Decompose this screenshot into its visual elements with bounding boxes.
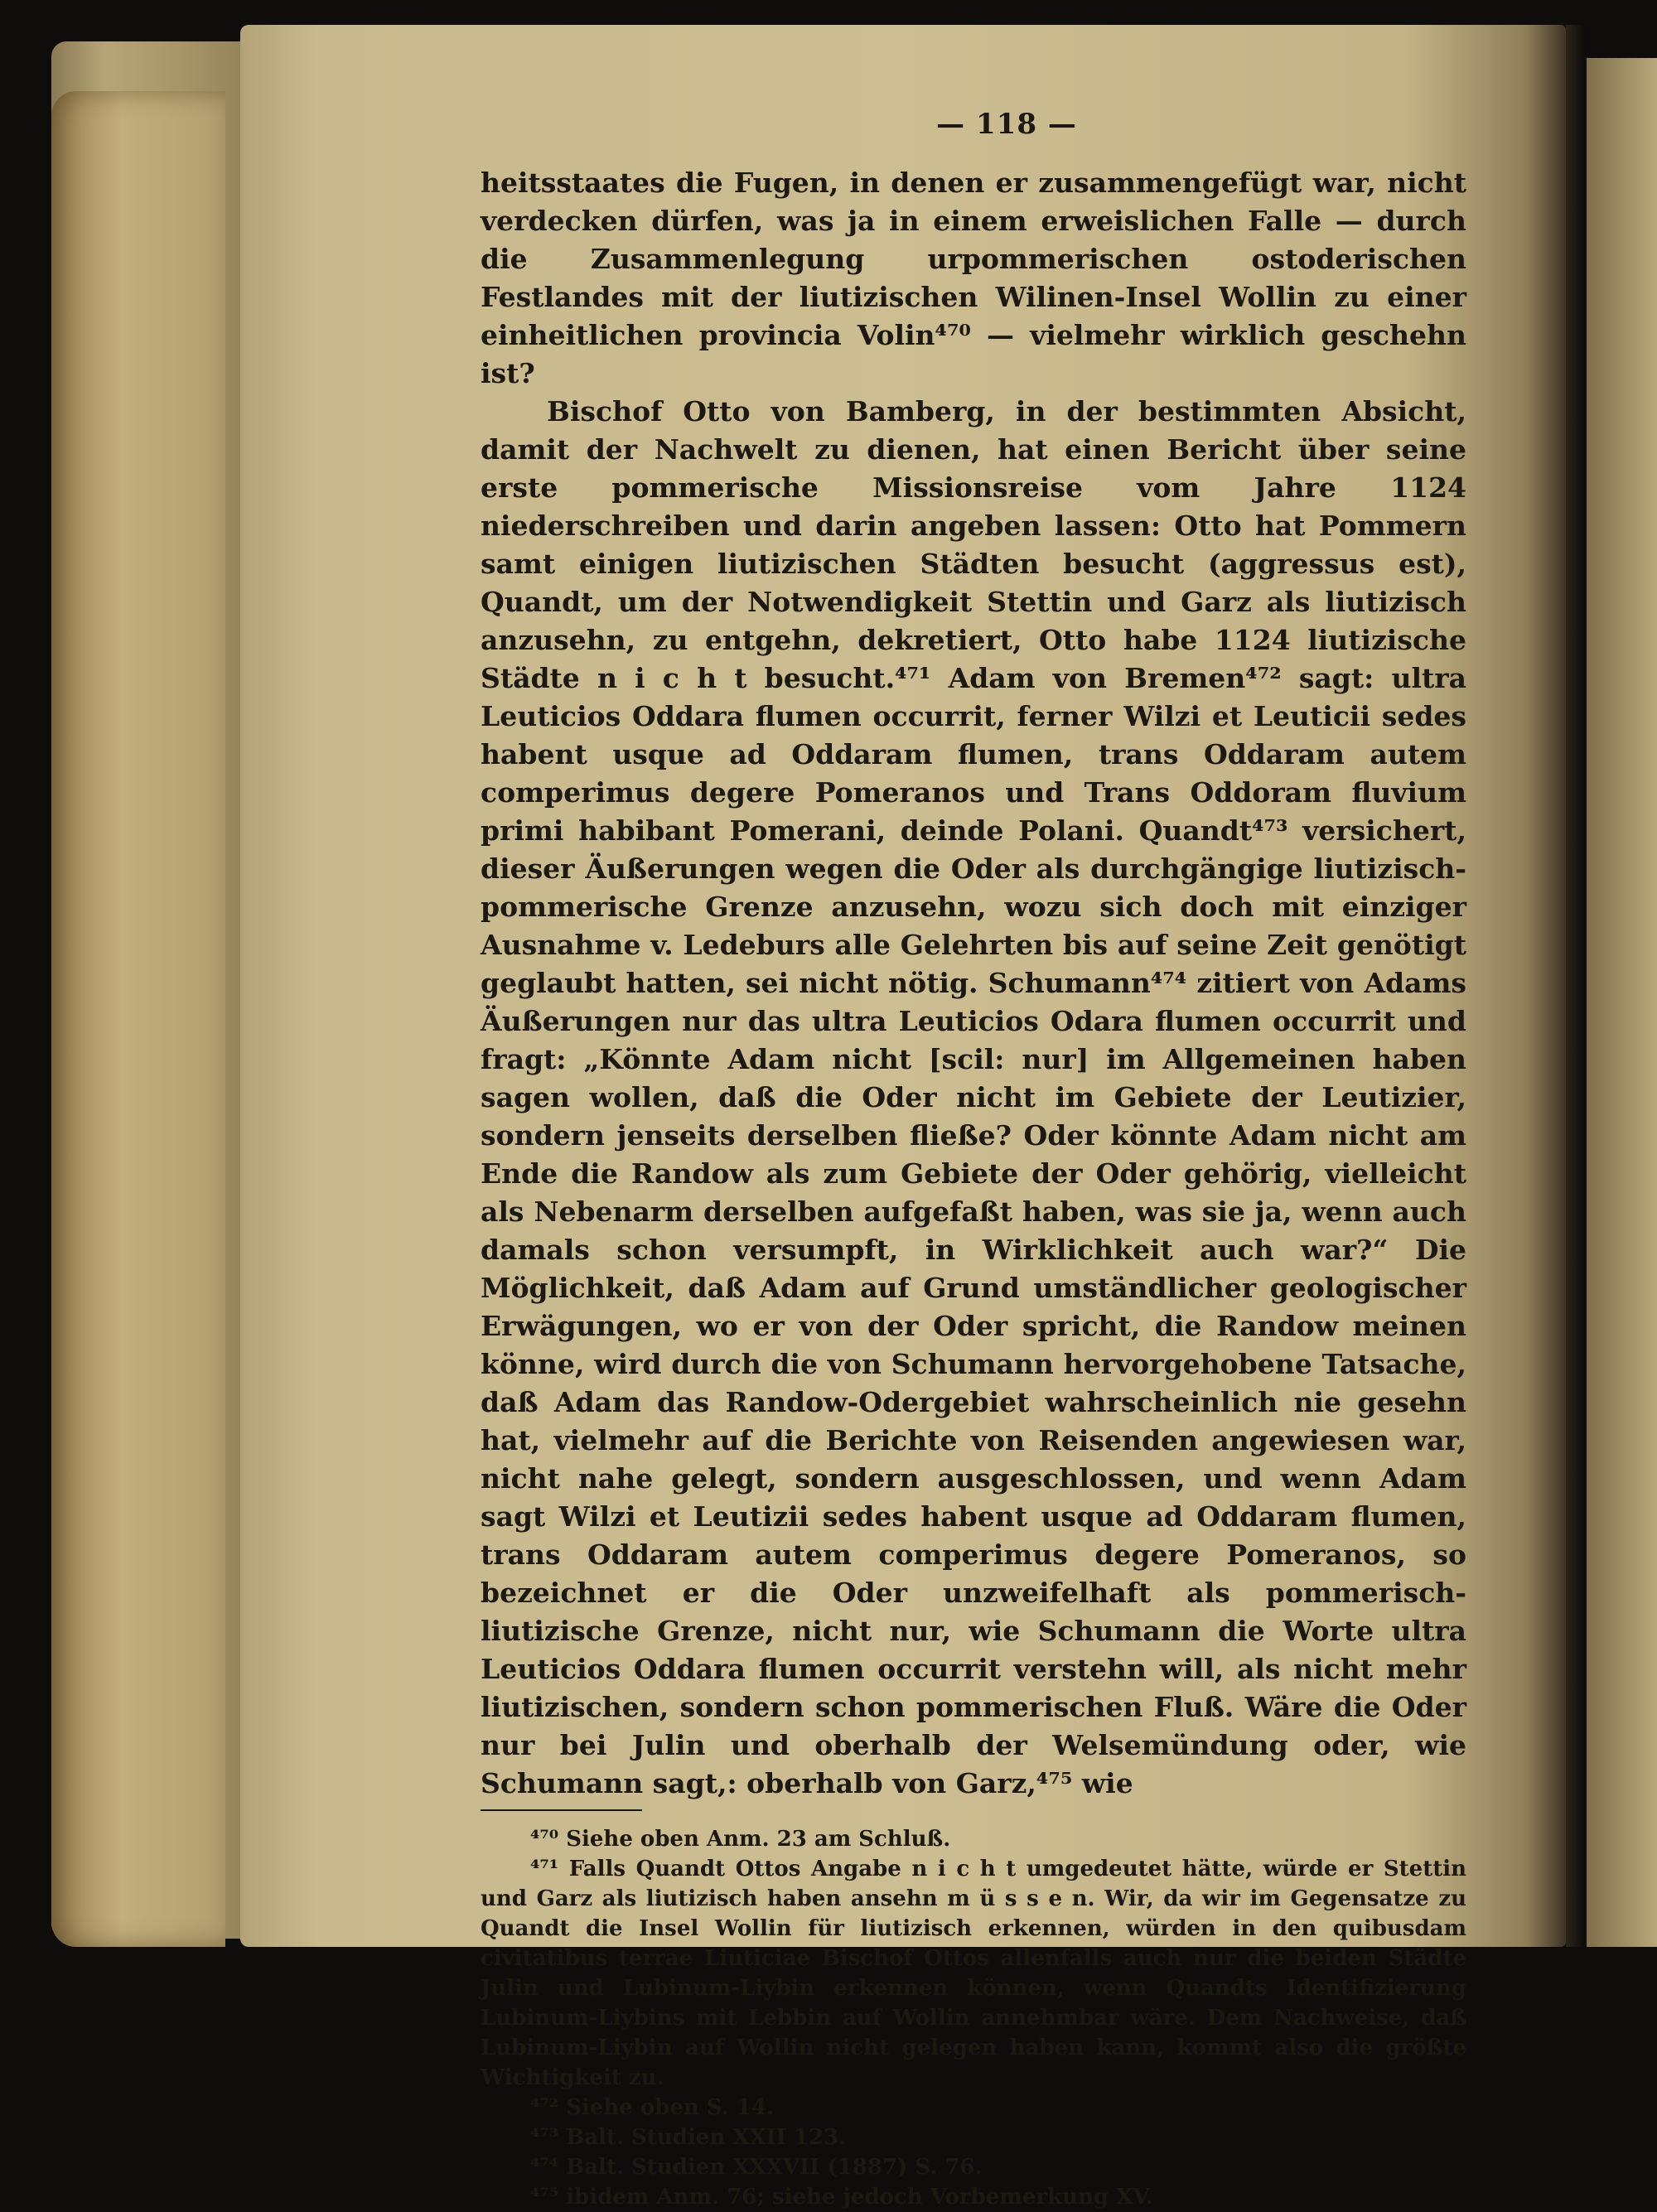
body-text (481, 164, 1466, 1803)
footnote: ⁴⁷⁰ Siehe oben Anm. 23 am Schluß. (530, 1827, 951, 1852)
page-content (481, 108, 1466, 2212)
footnote: ⁴⁷³ Balt. Studien XXII 123. (530, 2125, 847, 2150)
facing-page-edge (1587, 58, 1657, 1947)
book-left-curl (51, 91, 225, 1947)
body-paragraph: Bischof Otto von Bamberg, in der bestimmten Absicht, damit der Nachwelt zu dienen, hat einen Bericht über seine erste pommerische Missionsreise vom Jahre 1124 niederschreiben und darin angeben lassen: Otto hat Pommern samt einigen liutizischen Städten besucht (aggressus est), Quandt, um der Notwendigkeit Stettin und Garz als liutizisch anzusehn, zu entgehn, dekretiert, Otto habe 1124 liutizische Städte n i c h t besucht.⁴⁷¹ Adam von Bremen⁴⁷² sagt: ultra Leuticios Oddara flumen occurrit, ferner Wilzi et Leuticii sedes habent usque ad Oddaram flumen, trans Oddaram autem comperimus degere Pomeranos und Trans Oddoram fluvium primi habibant Pomerani, deinde Polani. Quandt⁴⁷³ versichert, dieser Äußerungen wegen die Oder als durchgängige liutizisch-pommerische Grenze anzusehn, wozu sich doch mit einziger Ausnahme v. Ledeburs alle Gelehrten bis auf seine Zeit genötigt geglaubt hatten, sei nicht nötig. Schumann⁴⁷⁴ zitiert von Adams Äußerungen nur das ultra Leuticios Odara flumen occurrit und fragt: „Könnte Adam nicht [scil: nur] im Allgemeinen haben sagen wollen, daß die Oder nicht im Gebiete der Leutizier, sondern jenseits derselben fließe? Oder könnte Adam nicht am Ende die Randow als zum Gebiete der Oder gehörig, vielleicht als Nebenarm derselben aufgefaßt haben, was sie ja, wenn auch damals schon versumpft, in Wirklichkeit auch war?“ Die Möglichkeit, daß Adam auf Grund umständlicher geologischer Erwägungen, wo er von der Oder spricht, die Randow meinen könne, wird durch die von Schumann hervorgehobene Tatsache, daß Adam das Randow-Odergebiet wahrscheinlich nie gesehn hat, vielmehr auf die Berichte von Reisenden angewiesen war, nicht nahe gelegt, sondern ausgeschlossen, und wenn Adam sagt Wilzi et Leutizii sedes habent usque ad Oddaram flumen, trans Oddaram autem comperimus degere Pomeranos, so bezeichnet er die Oder unzweifelhaft als pommerisch-liutizische Grenze, nicht nur, wie Schumann die Worte ultra Leuticios Oddara flumen occurrit verstehn will, als nicht mehr liutizischen, sondern schon pommerischen Fluß. Wäre die Oder nur bei Julin und oberhalb der Welsemündung oder, wie Schumann sagt,: oberhalb von Garz,⁴⁷⁵ wie (481, 395, 1466, 1799)
footnote: ⁴⁷⁵ ibidem Anm. 76; siehe jedoch Vorbemerkung XV. (530, 2185, 1153, 2210)
footnote-rule (481, 1809, 642, 1811)
page-number: — 118 — (936, 108, 1077, 141)
footnote: ⁴⁷² Siehe oben S. 14. (530, 2095, 775, 2120)
body-paragraph: heitsstaates die Fugen, in denen er zusammengefügt war, nicht verdecken dürfen, was ja in einem erweislichen Falle — durch die Zusammenlegung urpommerischen ostoderischen Festlandes mit der liutizischen Wilinen-Insel Wollin zu einer einheitlichen provincia Volin⁴⁷⁰ — vielmehr wirklich geschehn ist? (481, 167, 1466, 389)
footnote: ⁴⁷⁴ Balt. Studien XXXVII (1887) S. 76. (530, 2155, 983, 2180)
footnote: ⁴⁷¹ Falls Quandt Ottos Angabe n i c h t umgedeutet hätte, würde er Stettin und Garz als liutizisch haben ansehn m ü s s e n. Wir, da wir im Gegensatze zu Quandt die Insel Wollin für liutizisch erkennen, würden in den quibusdam civitatibus terrae Liuticiae Bischof Ottos allenfalls auch nur die beiden Städte Julin und Lubinum-Liybin erkennen können, wenn Quandts Identifizierung Lubinum-Liybins mit Lebbin auf Wollin annehmbar wäre. Dem Nachweise, daß Lubinum-Liybin auf Wollin nicht gelegen haben kann, kommt also die größte Wichtigkeit zu. (481, 1857, 1466, 2090)
book-gutter (1566, 25, 1587, 1947)
footnotes (481, 1824, 1466, 2212)
